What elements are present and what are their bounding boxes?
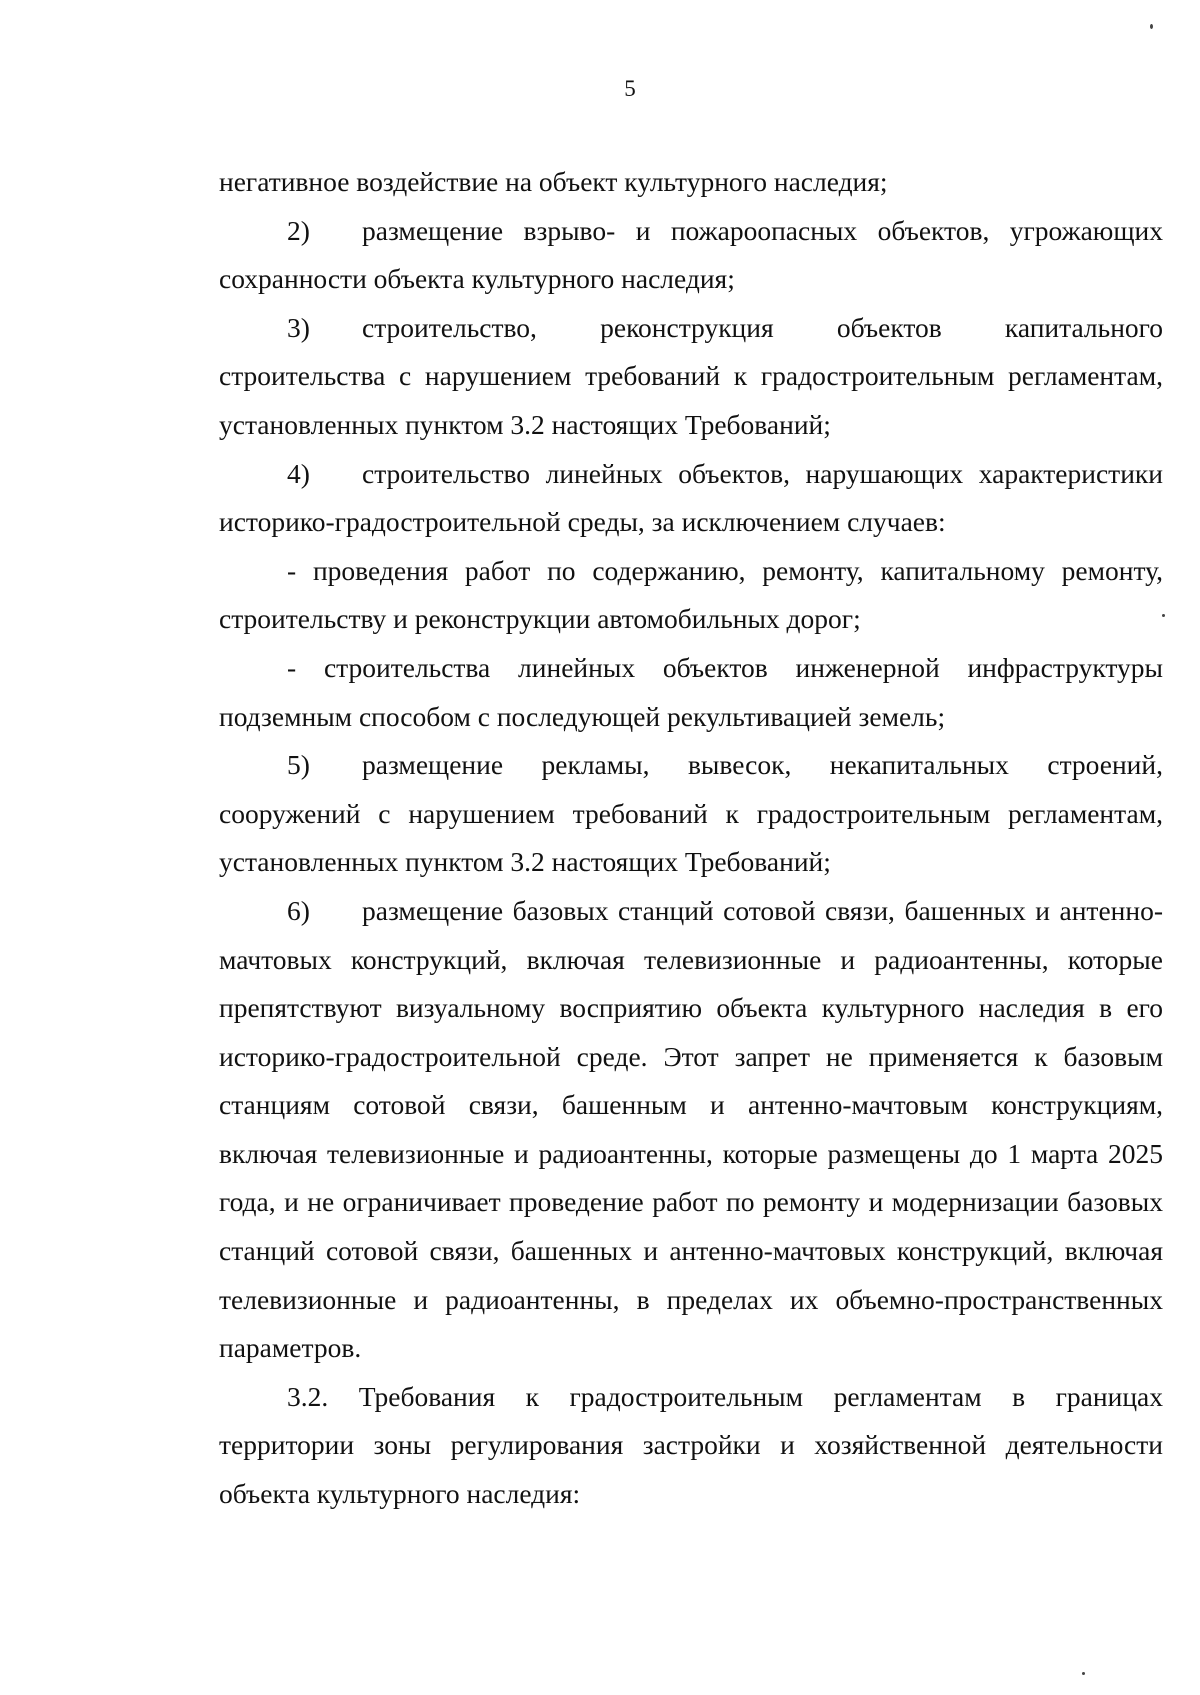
item-text: размещение базовых станций сотовой связи, башенных и антенно-мачтовых конструкций, включая телевизионные и радиоантенны, которые препятствуют визуальному восприятию объекта культурного наследия в его историко-градостроительной среде. Этот запрет не применяется к базовым станциям сотовой связи, башенным и антенно-мачтовым конструкциям, включая телевизионные и радиоантенны, которые размещены до 1 марта 2025 года, и не ограничивает проведение работ по ремонту и модернизации базовых станций сотовой связи, башенных и антенно-мачтовых конструкций, включая телевизионные и радиоантенны, в пределах их объемно-пространственных параметров. bbox=[219, 894, 1163, 1364]
list-item-5 bbox=[219, 741, 1163, 887]
item-text: строительство линейных объектов, нарушающих характеристики историко-градостроительной среды, за исключением случаев: bbox=[219, 457, 1163, 538]
scan-speck bbox=[1082, 1672, 1085, 1675]
item-text: размещение рекламы, вывесок, некапитальных строений, сооружений с нарушением требований к градостроительным регламентам, установленных пунктом 3.2 настоящих Требований; bbox=[219, 749, 1163, 878]
item-number: 4) bbox=[287, 457, 310, 489]
item-number: 5) bbox=[287, 749, 310, 781]
scan-speck bbox=[1150, 24, 1153, 29]
item-text: размещение взрыво- и пожароопасных объектов, угрожающих сохранности объекта культурного наследия; bbox=[219, 214, 1163, 295]
item-number: 6) bbox=[287, 894, 310, 926]
list-item-2 bbox=[219, 207, 1163, 304]
item-number: 3) bbox=[287, 311, 310, 343]
scan-speck bbox=[1162, 614, 1165, 617]
paragraph-continuation: негативное воздействие на объект культурного наследия; bbox=[219, 166, 888, 197]
list-item-3 bbox=[219, 304, 1163, 450]
list-item-6 bbox=[219, 887, 1163, 1373]
item-number: 2) bbox=[287, 214, 310, 246]
page-number: 5 bbox=[624, 76, 636, 101]
list-item-4 bbox=[219, 450, 1163, 547]
document-body bbox=[219, 158, 1163, 1519]
section-3-2-heading: 3.2. Требования к градостроительным регламентам в границах территории зоны регулирования застройки и хозяйственной деятельности объекта культурного наследия: bbox=[219, 1380, 1163, 1510]
item-text: строительство, реконструкция объектов капитального строительства с нарушением требований к градостроительным регламентам, установленных пунктом 3.2 настоящих Требований; bbox=[219, 311, 1163, 440]
exception-item-roads: - проведения работ по содержанию, ремонту, капитальному ремонту, строительству и реконструкции автомобильных дорог; bbox=[219, 554, 1163, 635]
exception-item-underground: - строительства линейных объектов инженерной инфраструктуры подземным способом с последующей рекультивацией земель; bbox=[219, 651, 1163, 732]
